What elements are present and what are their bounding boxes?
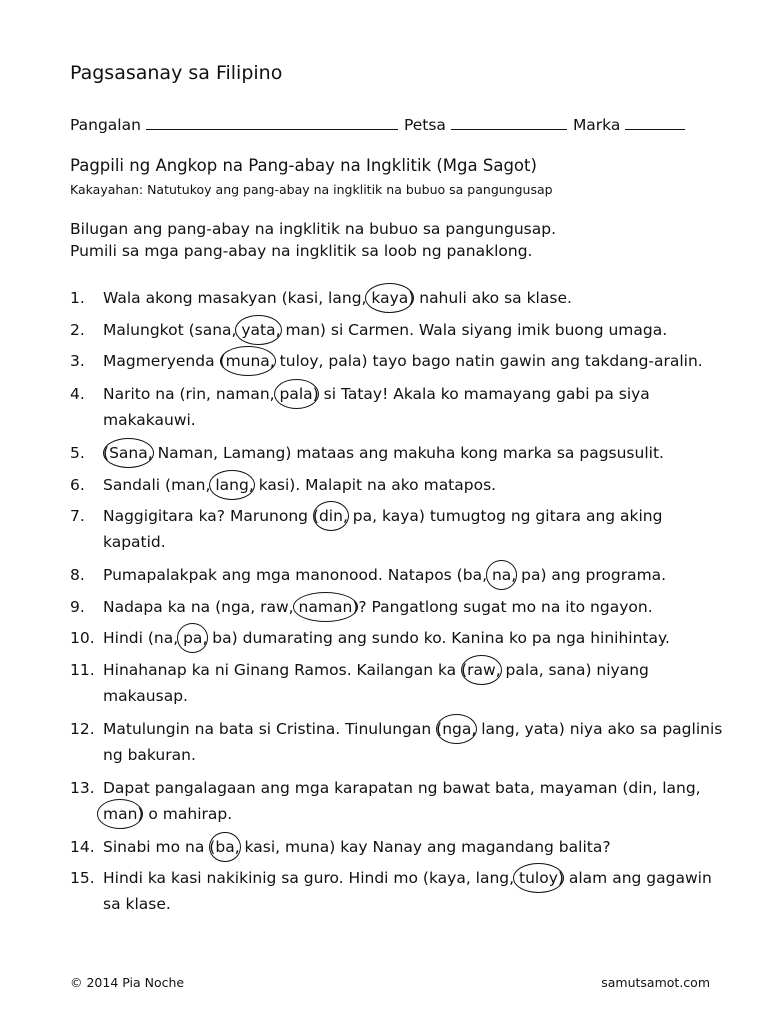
score-label: Marka [572, 116, 621, 134]
exercise-item [70, 472, 730, 498]
exercise-item [70, 594, 730, 620]
exercise-item [70, 625, 730, 651]
exercise-item [70, 775, 730, 827]
item-text-before: Hindi (na, [103, 629, 184, 647]
exercise-item [70, 503, 730, 555]
circled-answer: na [492, 562, 511, 588]
item-number: 13. [70, 778, 95, 797]
student-info-fields [70, 114, 691, 134]
item-text-before: Naggigitara ka? Marunong ( [103, 507, 319, 525]
item-text-before: ( [103, 444, 110, 462]
name-label: Pangalan [70, 116, 141, 134]
exercise-item [70, 716, 730, 768]
item-number: 2. [70, 320, 85, 339]
circled-answer: naman [299, 594, 353, 620]
circled-answer: kaya [371, 285, 408, 311]
worksheet-subtitle: Pagpili ng Angkop na Pang-abay na Ingklitik (Mga Sagot) [70, 156, 537, 175]
item-number: 4. [70, 385, 85, 403]
skill-objective: Kakayahan: Natutukoy ang pang-abay na ingklitik na bubuo sa pangungusap [70, 182, 553, 197]
item-number: 12. [70, 719, 95, 738]
circled-answer: raw [467, 657, 496, 683]
exercise-item [70, 348, 730, 374]
item-text-before: Matulungin na bata si Cristina. Tinulungan ( [103, 719, 443, 738]
circled-answer: Sana [109, 440, 148, 466]
item-text-after: ) o mahirap. [137, 804, 233, 823]
item-text-before: Narito na (rin, naman, [103, 385, 280, 403]
circled-answer: lang [215, 472, 248, 498]
item-text-after: ) alam ang gagawin sa klase. [103, 869, 712, 913]
item-text-after: , man) si Carmen. Wala siyang imik buong umaga. [275, 320, 668, 339]
instruction-line: Bilugan ang pang-abay na ingklitik na bubuo sa pangungusap. [70, 220, 557, 238]
item-number: 8. [70, 566, 85, 584]
copyright-notice: © 2014 Pia Noche [70, 975, 185, 990]
item-number: 9. [70, 597, 85, 616]
exercise-list [70, 285, 730, 924]
circled-answer: din [319, 503, 343, 529]
circled-answer: muna [226, 348, 270, 374]
website-link[interactable]: samutsamot.com [601, 975, 710, 990]
circled-answer: tuloy [519, 865, 558, 891]
item-text-before: Nadapa ka na (nga, raw, [103, 597, 299, 616]
circled-answer: man [103, 801, 137, 827]
item-text-after: ) nahuli ako sa klase. [408, 289, 572, 307]
exercise-item [70, 562, 730, 588]
item-text-before: Wala akong masakyan (kasi, lang, [103, 289, 372, 307]
item-text-before: Pumapalakpak ang mga manonood. Natapos (ba, [103, 566, 492, 584]
item-number: 3. [70, 352, 85, 370]
name-blank-line [146, 114, 398, 130]
exercise-item [70, 440, 730, 466]
item-text-before: Hinahanap ka ni Ginang Ramos. Kailangan ka ( [103, 660, 468, 679]
exercise-item [70, 657, 730, 709]
item-number: 1. [70, 289, 85, 307]
instruction-line: Pumili sa mga pang-abay na ingklitik sa loob ng panaklong. [70, 242, 533, 260]
item-text-before: Magmeryenda ( [103, 352, 226, 370]
item-text-after: , ba) dumarating ang sundo ko. Kanina ko pa nga hinihintay. [202, 629, 670, 647]
item-text-before: Sinabi mo na ( [103, 837, 216, 856]
circled-answer: nga [442, 716, 471, 742]
item-text-before: Malungkot (sana, [103, 320, 242, 339]
item-text-before: Sandali (man, [103, 475, 216, 494]
item-number: 11. [70, 660, 95, 679]
item-number: 10. [70, 629, 95, 647]
item-text-after: , pa, kaya) tumugtog ng gitara ang aking kapatid. [103, 507, 663, 551]
item-number: 14. [70, 837, 95, 856]
worksheet-title: Pagsasanay sa Filipino [70, 62, 283, 84]
exercise-item [70, 865, 730, 917]
item-text-after: , kasi, muna) kay Nanay ang magandang balita? [234, 837, 611, 856]
circled-answer: pala [280, 381, 313, 407]
item-text-after: , kasi). Malapit na ako matapos. [248, 475, 497, 494]
item-text-after: , Naman, Lamang) mataas ang makuha kong marka sa pagsusulit. [147, 444, 664, 462]
circled-answer: yata [241, 317, 275, 343]
item-text-after: ) si Tatay! Akala ko mamayang gabi pa siya makakauwi. [103, 385, 650, 429]
item-text-after: , tuloy, pala) tayo bago natin gawin ang takdang-aralin. [269, 352, 703, 370]
item-number: 15. [70, 869, 95, 887]
item-number: 7. [70, 507, 85, 525]
circled-answer: ba [215, 834, 234, 860]
exercise-item [70, 285, 730, 311]
item-text-before: Dapat pangalagaan ang mga karapatan ng bawat bata, mayaman (din, lang, [103, 778, 701, 797]
item-number: 5. [70, 444, 85, 462]
item-text-after: , pa) ang programa. [511, 566, 667, 584]
date-blank-line [451, 114, 567, 130]
item-text-after: , lang, yata) niya ako sa paglinis ng bakuran. [103, 719, 723, 764]
instructions [70, 218, 556, 262]
circled-answer: pa [183, 625, 202, 651]
item-text-after: , pala, sana) niyang makausap. [103, 660, 649, 705]
item-text-before: Hindi ka kasi nakikinig sa guro. Hindi mo (kaya, lang, [103, 869, 520, 887]
score-blank-line [625, 114, 685, 130]
item-number: 6. [70, 475, 85, 494]
exercise-item [70, 381, 730, 433]
exercise-item [70, 317, 730, 343]
exercise-item [70, 834, 730, 860]
date-label: Petsa [403, 116, 446, 134]
item-text-after: )? Pangatlong sugat mo na ito ngayon. [352, 597, 653, 616]
